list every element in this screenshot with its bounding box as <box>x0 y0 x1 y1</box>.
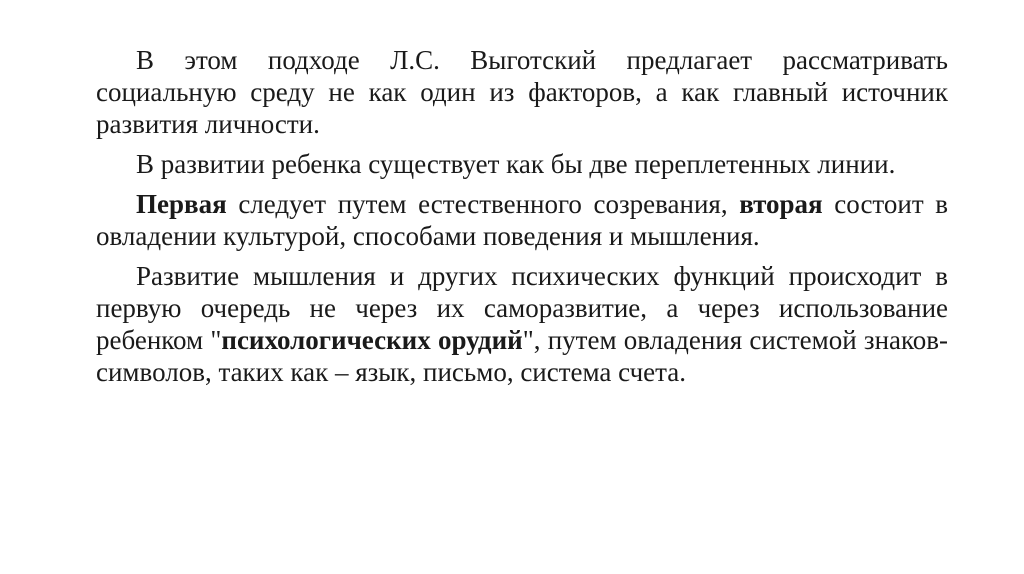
paragraph-4-start: Развитие мышления и других психических функций происходит в первую очередь не через их саморазвитие, а через использование ребенком " <box>96 261 948 355</box>
bold-term-first: Первая <box>136 189 227 219</box>
paragraph-1: В этом подходе Л.С. Выготский предлагает рассматривать социальную среду не как один из факторов, а как главный источник развития личности. <box>96 45 948 139</box>
paragraph-4-end: ", путем овладения системой знаков-символов, таких как – язык, письмо, система счета. <box>96 325 948 387</box>
bold-term-second: вторая <box>739 189 823 219</box>
paragraph-3-mid: следует путем естественного созревания, <box>226 189 740 219</box>
paragraph-3 <box>96 188 948 252</box>
slide-text-body <box>96 44 948 396</box>
paragraph-2: В развитии ребенка существует как бы две переплетенных линии. <box>136 149 896 179</box>
paragraph-4 <box>96 260 948 388</box>
paragraph-3-end: состоит в овладении культурой, способами поведения и мышления. <box>96 189 948 251</box>
bold-term-psychological-tools: психологических орудий <box>221 325 523 355</box>
